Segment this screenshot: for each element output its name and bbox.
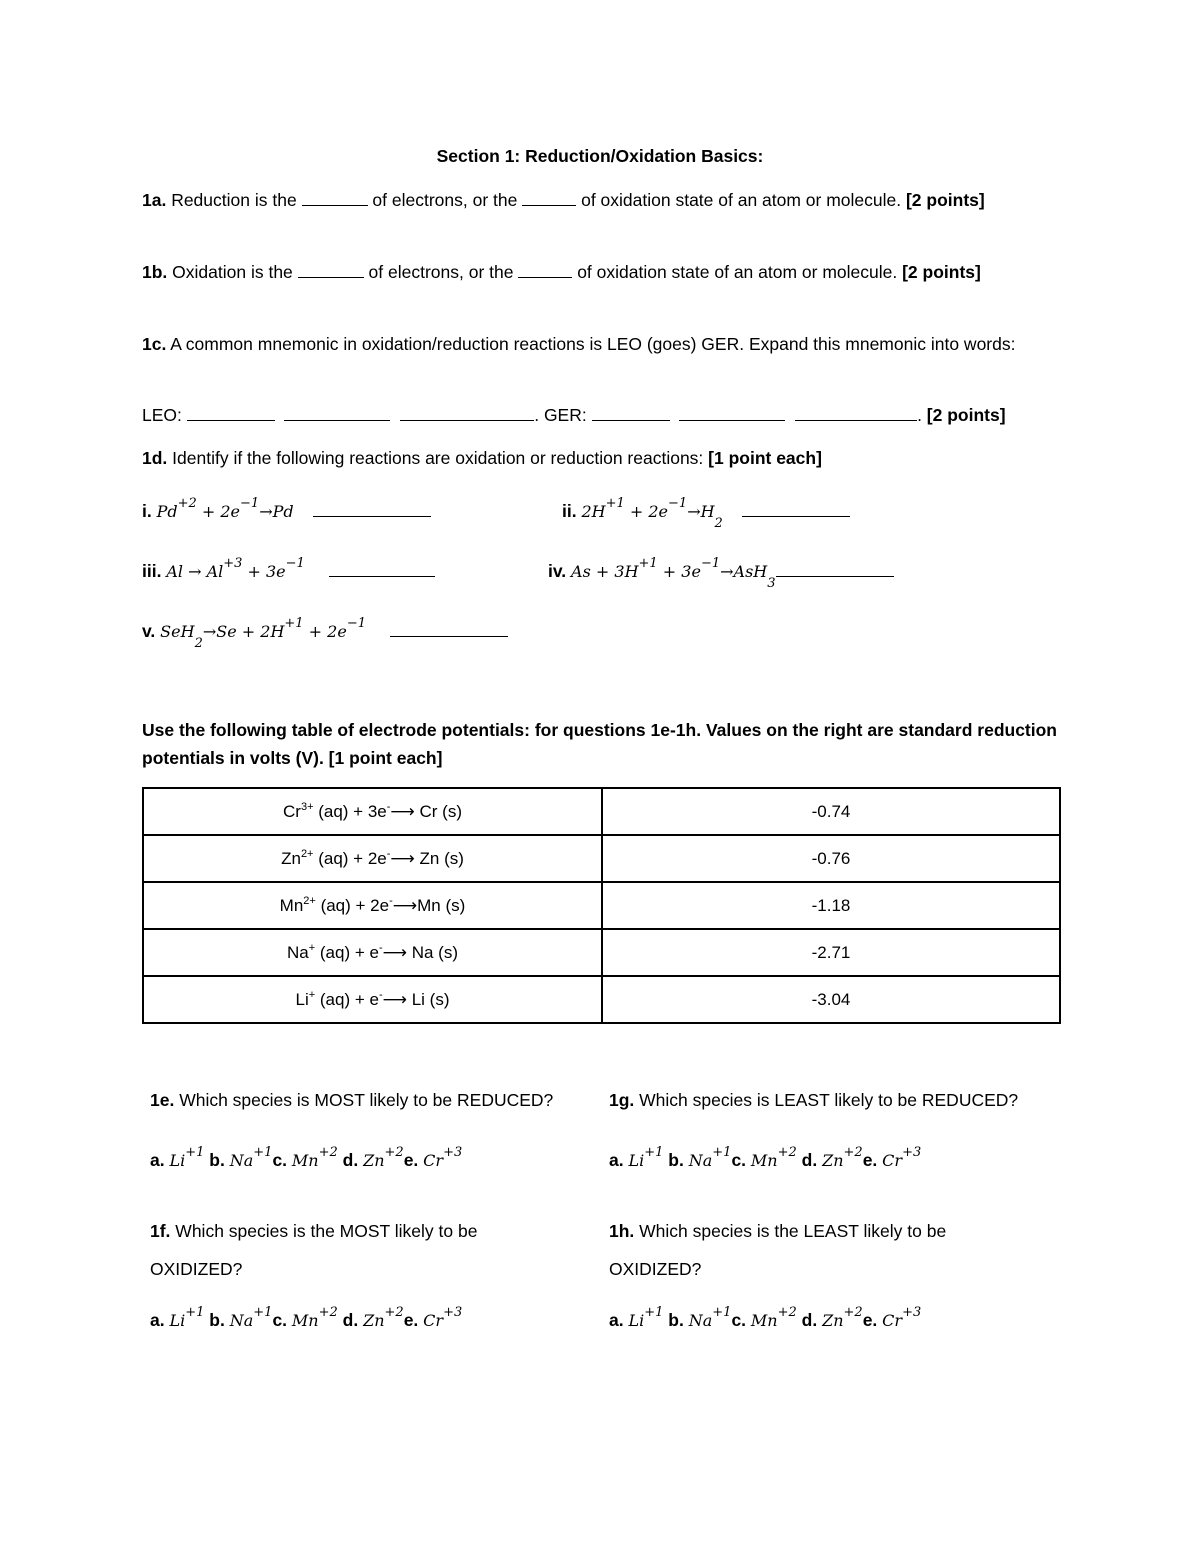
reaction-i-reactant: Pd — [156, 502, 178, 521]
reaction-product: ⟶Mn (s) — [392, 895, 466, 915]
reaction-ii-arrow: → — [687, 502, 701, 521]
choice-b-label: b. — [209, 1150, 225, 1170]
reaction-v-plus-1: + — [236, 622, 261, 641]
table-row — [143, 835, 1060, 882]
leo-points: [2 points] — [926, 405, 1006, 425]
choice-a-label: a. — [609, 1310, 624, 1330]
q1b-label: 1b. — [142, 262, 168, 282]
q1b-points: [2 points] — [902, 262, 981, 282]
reaction-middle: (aq) + 2e — [313, 848, 387, 868]
choices-1e — [150, 1145, 463, 1171]
reaction-v-hydrogen-charge: +1 — [284, 616, 304, 631]
ger-label: . GER: — [534, 405, 592, 425]
reaction-ii-product: H — [700, 502, 715, 521]
reaction-iii-product: Al — [206, 562, 224, 581]
q1b-text1: Oxidation is the — [167, 262, 298, 282]
choice-b-species[interactable]: Na — [688, 1311, 713, 1330]
choice-c-charge: +2 — [777, 1145, 797, 1160]
choice-a-charge: +1 — [644, 1305, 664, 1320]
reaction-iv-arrow: → — [720, 562, 734, 581]
reaction-ii-reactant: 2H — [581, 502, 606, 521]
question-1f — [150, 1212, 477, 1288]
choice-d-species[interactable]: Zn — [822, 1311, 844, 1330]
choice-a-charge: +1 — [644, 1145, 664, 1160]
potential-value-cell: -2.71 — [602, 929, 1060, 976]
reaction-i-arrow: → — [259, 502, 273, 521]
ger-blank-1[interactable] — [592, 404, 670, 421]
q1d-label: 1d. — [142, 448, 168, 468]
reaction-iii-answer-blank[interactable] — [329, 560, 435, 577]
q1b-text2: of electrons, or the — [363, 262, 519, 282]
leo-ger-line — [142, 404, 1006, 426]
choice-a-label: a. — [609, 1150, 624, 1170]
choice-b-charge: +1 — [253, 1145, 273, 1160]
choice-a-species[interactable]: Li — [169, 1151, 186, 1170]
reaction-ii-product-subscript: 2 — [714, 516, 723, 531]
reaction-i — [142, 496, 431, 522]
reaction-iv-product-subscript: 3 — [767, 576, 776, 591]
reaction-i-label: i. — [142, 501, 152, 521]
choice-c-species[interactable]: Mn — [291, 1311, 319, 1330]
choice-b-species[interactable]: Na — [688, 1151, 713, 1170]
half-reaction-cell — [143, 788, 602, 835]
choice-d-charge: +2 — [384, 1305, 404, 1320]
question-1h — [609, 1212, 946, 1288]
choice-d-label: d. — [801, 1150, 818, 1170]
choice-d-label: d. — [801, 1310, 818, 1330]
leo-end: . — [917, 405, 927, 425]
q1h-text1: Which species is the LEAST likely to be — [634, 1221, 947, 1241]
choices-1g — [609, 1145, 922, 1171]
q1f-label: 1f. — [150, 1221, 171, 1241]
reaction-iv-reactant: As — [571, 562, 591, 581]
reaction-i-reactant-charge: +2 — [177, 496, 197, 511]
leo-blank-3[interactable] — [400, 404, 534, 421]
reaction-iv-hydrogen-charge: +1 — [638, 556, 658, 571]
reaction-ii-electrons: 2e — [648, 502, 669, 521]
ion-symbol: Cr — [283, 801, 301, 821]
choice-c-species[interactable]: Mn — [750, 1151, 778, 1170]
reaction-iv-answer-blank[interactable] — [776, 560, 894, 577]
reaction-iv-electrons: 3e — [681, 562, 701, 581]
question-1b — [142, 258, 1062, 286]
reaction-iv-plus-2: + — [657, 562, 682, 581]
choice-a-charge: +1 — [185, 1145, 205, 1160]
half-reaction-cell — [143, 929, 602, 976]
question-1e — [150, 1090, 553, 1111]
reaction-product: ⟶ Cr (s) — [390, 801, 462, 821]
q1g-label: 1g. — [609, 1090, 635, 1110]
choice-b-label: b. — [668, 1310, 684, 1330]
reaction-iii-electron-charge: −1 — [285, 556, 305, 571]
table-row — [143, 976, 1060, 1023]
q1a-label: 1a. — [142, 190, 167, 210]
reaction-v-electron-charge: −1 — [346, 616, 366, 631]
electron-charge: - — [378, 988, 383, 1001]
choice-d-species[interactable]: Zn — [363, 1151, 385, 1170]
reaction-ii-answer-blank[interactable] — [742, 500, 850, 517]
reaction-v-label: v. — [142, 621, 156, 641]
reaction-iii-plus: + — [242, 562, 266, 581]
choice-a-species[interactable]: Li — [169, 1311, 186, 1330]
reaction-iv-plus-1: + — [590, 562, 615, 581]
electron-charge: - — [378, 941, 383, 954]
ger-blank-3[interactable] — [795, 404, 917, 421]
choice-a-species[interactable]: Li — [628, 1151, 645, 1170]
choice-c-label: c. — [272, 1310, 288, 1330]
reaction-v — [142, 616, 508, 651]
choice-d-charge: +2 — [843, 1305, 863, 1320]
reaction-product: ⟶ Zn (s) — [390, 848, 464, 868]
choice-d-species[interactable]: Zn — [363, 1311, 385, 1330]
choice-b-charge: +1 — [712, 1145, 732, 1160]
reaction-ii-plus: + — [624, 502, 649, 521]
reaction-v-electrons: 2e — [327, 622, 347, 641]
choice-e-label: e. — [862, 1310, 878, 1330]
choice-d-species[interactable]: Zn — [822, 1151, 844, 1170]
potential-value-cell: -0.74 — [602, 788, 1060, 835]
choice-b-label: b. — [668, 1150, 684, 1170]
choice-c-label: c. — [731, 1150, 747, 1170]
question-1d — [142, 448, 822, 469]
choice-e-label: e. — [403, 1150, 419, 1170]
question-1c — [142, 330, 1062, 358]
reaction-v-reactant: SeH — [160, 622, 195, 641]
choice-a-species[interactable]: Li — [628, 1311, 645, 1330]
q1a-blank-2[interactable] — [522, 189, 576, 206]
reaction-v-plus-2: + — [303, 622, 328, 641]
q1c-label: 1c. — [142, 334, 167, 354]
reaction-iv-product: AsH — [733, 562, 768, 581]
choice-c-species[interactable]: Mn — [291, 1151, 319, 1170]
q1a-text2: of electrons, or the — [367, 190, 523, 210]
reaction-v-answer-blank[interactable] — [390, 620, 508, 637]
choice-a-label: a. — [150, 1150, 165, 1170]
choice-e-charge: +3 — [902, 1305, 922, 1320]
ion-charge: + — [308, 941, 316, 954]
reaction-v-reactant-subscript: 2 — [194, 636, 203, 651]
q1g-text: Which species is LEAST likely to be REDUCED? — [634, 1090, 1019, 1110]
ion-symbol: Mn — [279, 895, 304, 915]
choice-e-species[interactable]: Cr — [882, 1151, 903, 1170]
reaction-i-product: Pd — [272, 502, 294, 521]
choice-d-charge: +2 — [843, 1145, 863, 1160]
ion-charge: 3+ — [300, 800, 314, 813]
reaction-iv-electron-charge: −1 — [700, 556, 721, 571]
choice-e-species[interactable]: Cr — [882, 1311, 903, 1330]
reaction-iii-product-charge: +3 — [223, 556, 243, 571]
choice-b-species[interactable]: Na — [229, 1151, 254, 1170]
choice-b-species[interactable]: Na — [229, 1311, 254, 1330]
half-reaction-cell — [143, 882, 602, 929]
reaction-i-electrons: 2e — [220, 502, 241, 521]
reaction-middle: (aq) + 3e — [313, 801, 387, 821]
choice-b-charge: +1 — [712, 1305, 732, 1320]
reaction-iii — [142, 556, 435, 582]
table-row — [143, 882, 1060, 929]
choice-e-species[interactable]: Cr — [423, 1311, 444, 1330]
reaction-iii-reactant: Al — [166, 562, 183, 581]
reaction-ii-label: ii. — [562, 501, 577, 521]
question-1g — [609, 1090, 1018, 1111]
q1c-text: A common mnemonic in oxidation/reduction reactions is LEO (goes) GER. Expand this mnemonic into words: — [166, 334, 1016, 354]
reaction-v-product: Se — [216, 622, 237, 641]
reaction-iv — [548, 556, 894, 591]
choice-d-label: d. — [342, 1150, 359, 1170]
leo-blank-1[interactable] — [187, 404, 275, 421]
reaction-i-electron-charge: −1 — [240, 496, 260, 511]
choice-b-charge: +1 — [253, 1305, 273, 1320]
choice-e-charge: +3 — [443, 1305, 463, 1320]
choice-e-species[interactable]: Cr — [423, 1151, 444, 1170]
choice-c-charge: +2 — [318, 1145, 338, 1160]
reaction-v-arrow: → — [202, 622, 217, 641]
ion-symbol: Zn — [281, 848, 301, 868]
q1a-text1: Reduction is the — [166, 190, 302, 210]
half-reaction-cell — [143, 976, 602, 1023]
q1f-text1: Which species is the MOST likely to be — [170, 1221, 478, 1241]
table-row — [143, 929, 1060, 976]
reaction-i-answer-blank[interactable] — [313, 500, 431, 517]
ion-charge: 2+ — [300, 847, 314, 860]
reaction-v-hydrogen: 2H — [260, 622, 285, 641]
reaction-i-plus: + — [196, 502, 221, 521]
half-reaction-cell — [143, 835, 602, 882]
choice-e-charge: +3 — [443, 1145, 463, 1160]
q1b-blank-1[interactable] — [298, 261, 364, 278]
q1h-text2: OXIDIZED? — [609, 1259, 702, 1279]
reaction-ii-reactant-charge: +1 — [605, 496, 625, 511]
choice-c-species[interactable]: Mn — [750, 1311, 778, 1330]
choices-1f — [150, 1305, 463, 1331]
reaction-product: ⟶ Na (s) — [382, 942, 458, 962]
electron-charge: - — [386, 847, 391, 860]
choice-e-label: e. — [862, 1150, 878, 1170]
choice-d-charge: +2 — [384, 1145, 404, 1160]
question-1a — [142, 186, 1062, 214]
q1e-text: Which species is MOST likely to be REDUCED? — [174, 1090, 554, 1110]
q1a-blank-1[interactable] — [302, 189, 368, 206]
leo-label: LEO: — [142, 405, 187, 425]
choices-1h — [609, 1305, 922, 1331]
choice-c-charge: +2 — [777, 1305, 797, 1320]
q1h-label: 1h. — [609, 1221, 635, 1241]
q1b-blank-2[interactable] — [518, 261, 572, 278]
section-title: Section 1: Reduction/Oxidation Basics: — [436, 146, 764, 166]
q1f-text2: OXIDIZED? — [150, 1259, 243, 1279]
reaction-middle: (aq) + e — [315, 989, 379, 1009]
reaction-ii-electron-charge: −1 — [668, 496, 688, 511]
choice-e-charge: +3 — [902, 1145, 922, 1160]
choice-c-label: c. — [731, 1310, 747, 1330]
electron-charge: - — [389, 894, 393, 907]
choice-a-label: a. — [150, 1310, 165, 1330]
choice-a-charge: +1 — [185, 1305, 205, 1320]
table-row — [143, 788, 1060, 835]
reaction-iii-electrons: 3e — [266, 562, 286, 581]
potential-value-cell: -3.04 — [602, 976, 1060, 1023]
q1a-points: [2 points] — [905, 190, 985, 210]
ion-charge: 2+ — [303, 894, 316, 907]
choice-e-label: e. — [403, 1310, 419, 1330]
ion-symbol: Na — [286, 942, 309, 962]
potential-value-cell: -0.76 — [602, 835, 1060, 882]
table-intro: Use the following table of electrode potentials: for questions 1e-1h. Values on the right are standard reduction potentials in volts (V). [1 point each] — [142, 720, 1057, 768]
choice-d-label: d. — [342, 1310, 359, 1330]
electron-charge: - — [386, 800, 391, 813]
choice-c-charge: +2 — [318, 1305, 338, 1320]
ion-charge: + — [308, 988, 316, 1001]
ger-blank-2[interactable] — [679, 404, 785, 421]
q1d-text: Identify if the following reactions are oxidation or reduction reactions: — [167, 448, 709, 468]
electrode-potentials-table — [142, 787, 1061, 1024]
leo-blank-2[interactable] — [284, 404, 390, 421]
q1d-points: [1 point each] — [708, 448, 822, 468]
q1e-label: 1e. — [150, 1090, 175, 1110]
reaction-iv-hydrogen: 3H — [614, 562, 639, 581]
reaction-ii — [562, 496, 850, 531]
ion-symbol: Li — [295, 989, 309, 1009]
reaction-middle: (aq) + e — [315, 942, 379, 962]
potential-value-cell: -1.18 — [602, 882, 1060, 929]
q1a-text3: of oxidation state of an atom or molecule. — [576, 190, 906, 210]
reaction-iii-arrow: → — [183, 562, 207, 581]
reaction-iii-label: iii. — [142, 561, 162, 581]
choice-c-label: c. — [272, 1150, 288, 1170]
reaction-middle: (aq) + 2e — [315, 895, 390, 915]
reaction-product: ⟶ Li (s) — [382, 989, 450, 1009]
choice-b-label: b. — [209, 1310, 225, 1330]
reaction-iv-label: iv. — [548, 561, 567, 581]
q1b-text3: of oxidation state of an atom or molecule. — [572, 262, 903, 282]
